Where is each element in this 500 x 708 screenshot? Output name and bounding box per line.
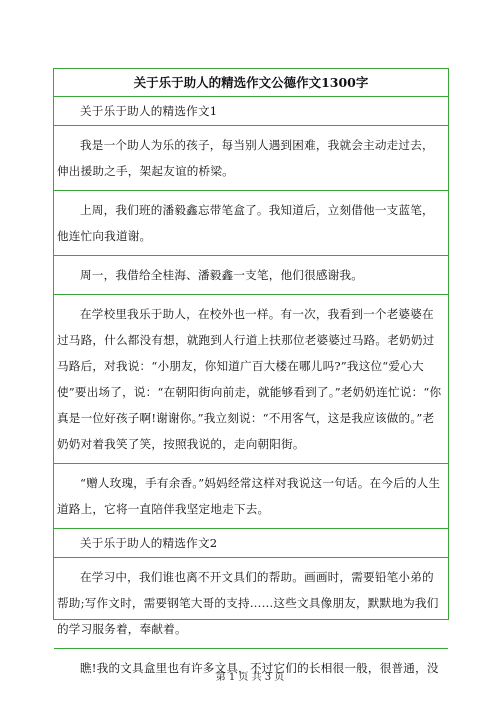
- page-footer: 第 1 页 共 3 页: [215, 672, 285, 683]
- document-title: 关于乐于助人的精选作文公德作文1300字: [54, 69, 448, 97]
- paragraph: 在学校里我乐于助人，在校外也一样。有一次，我看到一个老婆婆在过马路，什么都没有想，就跑到人行道上扶那位老婆婆过马路。老奶奶过马路后，对我说：“小朋友，你知道广百大楼在哪儿吗?”我这位“爱心大使”要出场了，说：“在朝阳街向前走，就能够看到了。”老奶奶连忙说：“你真是一位好孩子啊!谢谢你。”我立刻说：“不用客气，这是我应该做的。”老奶奶对着我笑了笑，按照我说的，走向朝阳街。: [54, 295, 448, 464]
- paragraph: 上周，我们班的潘毅鑫忘带笔盒了。我知道后，立刻借他一支蓝笔，他连忙向我道谢。: [54, 191, 448, 256]
- paragraph: 瞧!我的文具盒里也有许多文具，不过它们的长相很一般，很普通，没: [80, 661, 439, 675]
- paragraph: 周一，我借给全桂海、潘毅鑫一支笔，他们很感谢我。: [54, 256, 448, 295]
- section-heading-1: 关于乐于助人的精选作文1: [54, 97, 448, 126]
- paragraph: 我是一个助人为乐的孩子，每当别人遇到困难，我就会主动走过去，伸出援助之手，架起友谊的桥梁。: [54, 126, 448, 191]
- paragraph: 在学习中，我们谁也离不开文具们的帮助。画画时，需要铅笔小弟的帮助;写作文时，需要钢笔大哥的支持……这些文具像朋友，默默地为我们的学习服务着，奉献着。: [54, 558, 448, 649]
- section-heading-2: 关于乐于助人的精选作文2: [54, 529, 448, 558]
- document-table: [53, 68, 449, 675]
- paragraph: “赠人玫瑰，手有余香。”妈妈经常这样对我说这一句话。在今后的人生道路上，它将一直陪伴我坚定地走下去。: [54, 464, 448, 529]
